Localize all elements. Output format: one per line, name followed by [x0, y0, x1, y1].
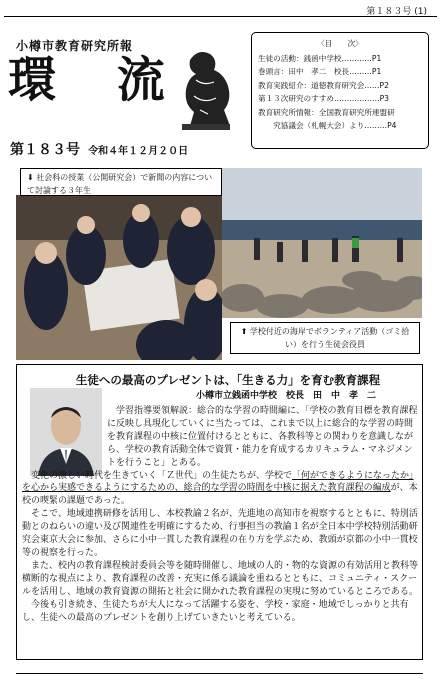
article-byline: 小樽市立銭函中学校 校長 田 中 孝 二 [196, 391, 377, 401]
photo-caption-right: ⬆ 学校付近の海岸でボランティア活動（ゴミ拾い）を行う生徒会役員 [230, 322, 420, 354]
issue-number-top: 第１８３号 (1) [366, 7, 427, 17]
article-body [22, 405, 418, 624]
toc-item: 究協議会（札幌大会）より………P4 [273, 121, 397, 130]
issue-info [10, 139, 188, 159]
paragraph-text: が、本校の喫緊の課題であった。 [22, 483, 418, 507]
publication-name: 小樽市教育研究所報 [16, 39, 134, 53]
toc-item: 生徒の活動：銭函中学校…………P1 [258, 53, 382, 63]
paragraph [22, 470, 418, 509]
paragraph: 今後も引き続き、生徒たちが大人になって活躍する姿を、学校・家庭・地域でしっかりと共有し、生徒への最高のプレゼントを創り上げていきたいと考えている。 [22, 599, 409, 623]
beach-photo [222, 168, 422, 318]
classroom-photo [16, 195, 222, 360]
article-headline: 生徒への最高のプレゼントは、「生きる力」を育む教育課程 [75, 373, 381, 387]
photo-caption-left: ⬇ 社会科の授業（公開研究会）で新聞の内容について討論する３年生 [20, 168, 222, 196]
issue-date: 令和４年１２月２０日 [88, 146, 189, 157]
underlined-text: 「何ができるようになったか」を心から実感できるようにするための、総合的な学習の時間を中核に据えた教育課程の編成 [22, 470, 414, 494]
top-rule [4, 16, 437, 17]
paragraph-text: 変化の激しい時代を生きていく「Ｚ世代」の生徒たちが、学校で [31, 470, 293, 481]
toc-item: 巻頭言：田中 孝二 校長………P1 [258, 67, 382, 76]
paragraph: 学習指導要領解説：総合的な学習の時間編に、「学校の教育目標を教育課程に反映し具現化していくに当たっては、これまで以上に総合的な学習の時間を教育課程の中核に位置付けるとともに、各教科等との関わりを意識しながら、学校の教育活動全体で資質・能力を育成するカリキュラム・マネジメントを行うこと」とある。 [107, 406, 418, 468]
toc-item: 教育実践紹介：道徳教育研究会……P2 [258, 80, 389, 90]
masthead-title: 環 流 [8, 52, 187, 108]
toc-item: 教育研究所情報：全国教育研究所連盟研 [258, 107, 395, 117]
toc-item: 第１３次研究のすすめ………………P3 [258, 94, 389, 103]
toc-title: 〈目 次〉 [317, 39, 363, 48]
paragraph: そこで、地域連携研修を活用し、本校教諭２名が、先進地の高知市を視察するとともに、特別活動とのねらいの違い及び関連性を明確にするため、行事担当の教諭１名が全日本中学校特別活動研究会東京大会に参加、さらに小中一貫した教育課程の在り方を学ぶため、教頭が京都の小中一貫校等の視察を行った。 [22, 509, 418, 558]
thinker-statue-illustration [170, 40, 238, 132]
bottom-rule [16, 673, 423, 674]
issue-number: 第１８３号 [10, 142, 80, 158]
table-of-contents [251, 32, 429, 149]
paragraph: また、校内の教育課程検討委員会等を随時開催し、地域の人的・物的な資源の有効活用と教科等横断的な視点により、教育課程の改善・充実に係る議論を重ねるとともに、コミュニティ・スクールを活用し、地域の教育資源の開拓と社会に開かれた教育課程の実現に努めているところである。 [22, 560, 419, 597]
